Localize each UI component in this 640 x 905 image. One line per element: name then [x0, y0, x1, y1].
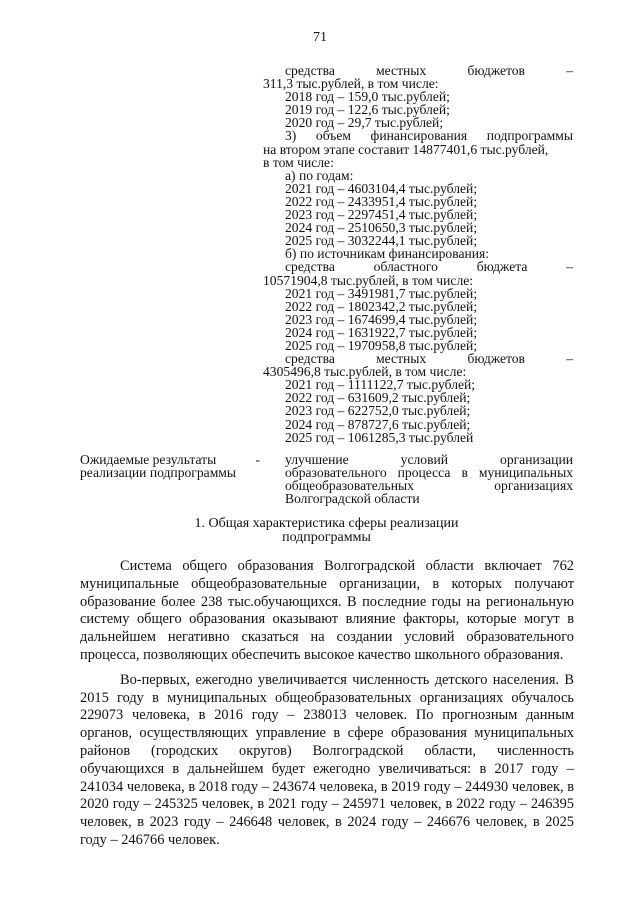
local-budget-total: 311,3 тыс.рублей, в том числе: [263, 76, 439, 92]
year-line: 2019 год – 122,6 тыс.рублей; [285, 102, 450, 118]
local-budget-total-2: 4305496,8 тыс.рублей, в том числе: [263, 364, 467, 380]
expected-results-label-line2: реализации подпрограммы [80, 465, 237, 481]
stage2-line3: в том числе: [263, 154, 334, 170]
year-line: 2018 год – 159,0 тыс.рублей; [285, 89, 450, 105]
year-line: 2025 год – 1970958,8 тыс.рублей; [285, 337, 478, 353]
local-budget-intro-2: средства местных бюджетов – [285, 351, 573, 367]
local-budget-intro: средства местных бюджетов – [285, 63, 573, 78]
year-line: 2024 год – 878727,6 тыс.рублей; [285, 416, 471, 432]
expected-results-text: улучшение условий организации образовательного процесса в муниципальных общеобразовательных организациях Волгоградской области [285, 452, 573, 507]
expected-results-label-dash: - [255, 452, 260, 467]
year-line: 2020 год – 29,7 тыс.рублей; [285, 115, 444, 131]
regional-budget-total: 10571904,8 тыс.рублей, в том числе: [263, 272, 474, 288]
financing-block [263, 64, 573, 444]
regional-budget-intro: средства областного бюджета – [285, 259, 573, 275]
paragraph: Система общего образования Волгоградской области включает 762 муниципальные общеобразовательные организации, в которых получают образование более 238 тыс.обучающихся. В последние годы на региональную систему общего образования оказывают влияние факторы, которые могут в дальнейшем негативно сказаться на создании условий образовательного процесса, позволяющих обеспечить высокое качество школьного образования. [80, 558, 574, 663]
by-years-label: а) по годам: [285, 167, 354, 183]
year-line: 2024 год – 2510650,3 тыс.рублей; [285, 220, 478, 236]
stage2-line2: на втором этапе составит 14877401,6 тыс.рублей, [263, 141, 549, 157]
stage2-line1: 3) объем финансирования подпрограммы [285, 128, 573, 144]
body-text [80, 558, 574, 857]
year-line: 2025 год – 1061285,3 тыс.рублей [285, 429, 474, 445]
page-number: 71 [313, 30, 327, 45]
expected-results-label [80, 453, 260, 479]
year-line: 2023 год – 622752,0 тыс.рублей; [285, 403, 471, 419]
year-line: 2025 год – 3032244,1 тыс.рублей; [285, 233, 478, 249]
year-line: 2021 год – 3491981,7 тыс.рублей; [285, 285, 478, 301]
year-line: 2023 год – 2297451,4 тыс.рублей; [285, 207, 478, 223]
paragraph: Во-первых, ежегодно увеличивается численность детского населения. В 2015 году в муниципальных общеобразовательных организациях обучалось 229073 человека, в 2016 году – 238013 человек. По прогнозным данным органов, осуществляющих управление в сфере образования муниципальных районов (городских округов) Волгоградской области, численность обучающихся в дальнейшем будет ежегодно увеличиваться: в 2017 году – 241034 человека, в 2018 году – 243674 человека, в 2019 году – 244930 человек, в 2020 году – 245325 человек, в 2021 году – 245971 человек, в 2022 году – 246395 человек, в 2023 году – 246648 человек, в 2024 году – 246676 человек, в 2025 году – 246766 человек. [80, 671, 574, 848]
year-line: 2024 год – 1631922,7 тыс.рублей; [285, 324, 478, 340]
expected-results-label-line1: Ожидаемые результаты [80, 452, 217, 467]
year-line: 2021 год – 1111122,7 тыс.рублей; [285, 377, 476, 393]
year-line: 2021 год – 4603104,4 тыс.рублей; [285, 180, 478, 196]
by-sources-label: б) по источникам финансирования: [285, 246, 490, 262]
year-line: 2022 год – 631609,2 тыс.рублей; [285, 390, 471, 406]
section-title: 1. Общая характеристика сферы реализации подпрограммы [194, 516, 459, 545]
year-line: 2022 год – 1802342,2 тыс.рублей; [285, 298, 478, 314]
year-line: 2022 год – 2433951,4 тыс.рублей; [285, 193, 478, 209]
year-line: 2023 год – 1674699,4 тыс.рублей; [285, 311, 478, 327]
